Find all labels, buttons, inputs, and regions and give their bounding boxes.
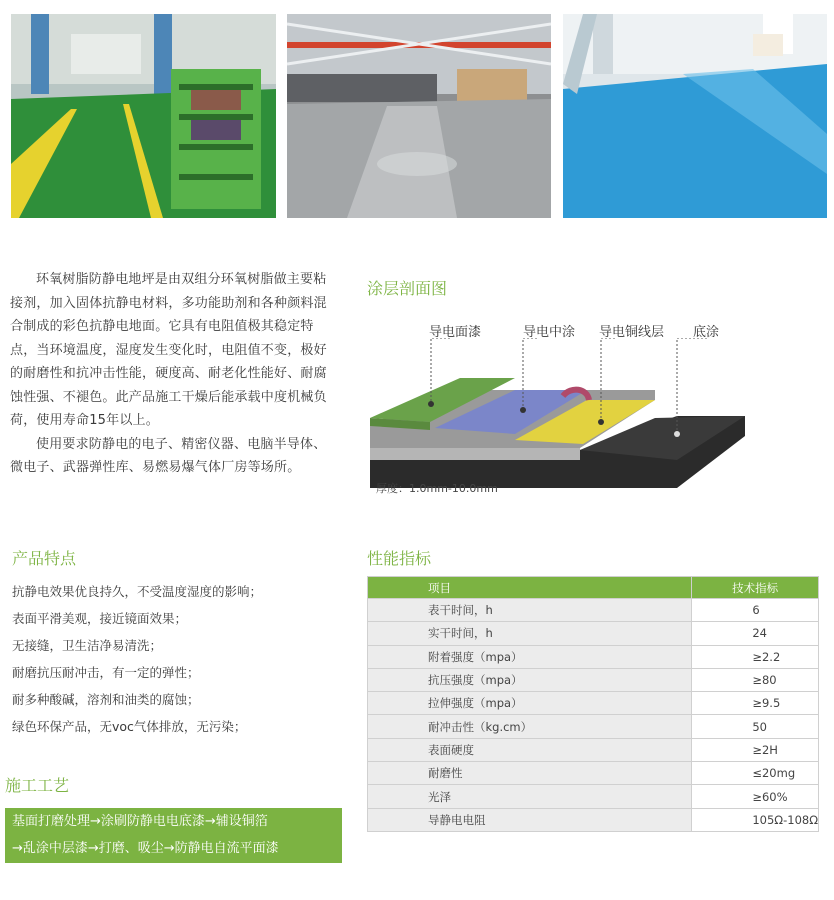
- spec-value: ≥2.2: [692, 645, 819, 668]
- table-row: [368, 738, 819, 761]
- table-row: [368, 645, 819, 668]
- table-row: [368, 599, 819, 622]
- spec-value: 105Ω-108Ω: [692, 808, 819, 831]
- table-row: [368, 762, 819, 785]
- table-row: [368, 668, 819, 691]
- spec-item: 导静电电阻: [368, 808, 692, 831]
- spec-value: ≥2H: [692, 738, 819, 761]
- process-line-2: →乱涂中层漆→打磨、吸尘→防静电自流平面漆: [12, 841, 279, 856]
- features-list: [12, 580, 262, 742]
- list-item: 耐磨抗压耐冲击，有一定的弹性；: [12, 665, 200, 680]
- list-item: 表面平滑美观，接近镜面效果；: [12, 611, 188, 626]
- column-header-value: 技术指标: [692, 577, 819, 599]
- spec-value: ≥60%: [692, 785, 819, 808]
- features-section-title: 产品特点: [12, 549, 77, 568]
- coating-cross-section-diagram: [365, 316, 755, 506]
- thickness-note: 厚度：1.0mm-10.0mm: [376, 482, 498, 495]
- spec-item: 表面硬度: [368, 738, 692, 761]
- spec-item: 光泽: [368, 785, 692, 808]
- spec-value: 6: [692, 599, 819, 622]
- coating-section-title: 涂层剖面图: [367, 279, 448, 298]
- spec-value: ≤20mg: [692, 762, 819, 785]
- layer-label-primer: 底涂: [693, 325, 720, 340]
- process-line-1: 基面打磨处理→涂刷防静电电底漆→辅设铜箔: [12, 814, 268, 829]
- spec-item: 附着强度（mpa）: [368, 645, 692, 668]
- specs-section-title: 性能指标: [367, 549, 432, 568]
- intro-text: [10, 268, 330, 480]
- process-section-title: 施工工艺: [5, 776, 70, 795]
- photo-green-epoxy-floor: [11, 14, 276, 218]
- spec-item: 拉伸强度（mpa）: [368, 692, 692, 715]
- table-row: [368, 785, 819, 808]
- photo-grey-factory-floor: [287, 14, 551, 218]
- column-header-item: 项目: [368, 577, 692, 599]
- spec-value: ≥9.5: [692, 692, 819, 715]
- spec-value: 24: [692, 622, 819, 645]
- spec-item: 耐冲击性（kg.cm）: [368, 715, 692, 738]
- process-steps-box: [5, 808, 342, 863]
- table-header-row: [368, 577, 819, 599]
- intro-paragraph-2: 使用要求防静电的电子、精密仪器、电脑半导体、微电子、武器弹性库、易燃易爆气体厂房等场所。: [10, 436, 327, 475]
- specs-table: [367, 576, 819, 832]
- table-row: [368, 808, 819, 831]
- table-row: [368, 715, 819, 738]
- spec-value: 50: [692, 715, 819, 738]
- table-row: [368, 692, 819, 715]
- list-item: 抗静电效果优良持久，不受温度湿度的影响；: [12, 584, 263, 599]
- photo-blue-epoxy-floor: [563, 14, 827, 218]
- spec-item: 实干时间，h: [368, 622, 692, 645]
- list-item: 无接缝，卫生洁净易清洗；: [12, 638, 163, 653]
- list-item: 绿色环保产品，无voc气体排放，无污染；: [12, 719, 247, 734]
- spec-item: 抗压强度（mpa）: [368, 668, 692, 691]
- spec-value: ≥80: [692, 668, 819, 691]
- table-row: [368, 622, 819, 645]
- spec-item: 表干时间，h: [368, 599, 692, 622]
- list-item: 耐多种酸碱，溶剂和油类的腐蚀；: [12, 692, 200, 707]
- layer-label-copper: 导电铜线层: [599, 325, 665, 340]
- layer-label-midcoat: 导电中涂: [523, 325, 576, 340]
- layer-label-topcoat: 导电面漆: [429, 325, 482, 340]
- intro-paragraph-1: 环氧树脂防静电地坪是由双组分环氧树脂做主要粘接剂，加入固体抗静电材料，多功能助剂和各种颜料混合制成的彩色抗静电地面。它具有电阻值极其稳定特点，当环境温度，湿度发生变化时，电阻值不变，极好的耐磨性和抗冲击性能，硬度高、耐老化性能好、耐腐蚀性强、不褪色。此产品施工干燥后能承载中度机械负荷，使用寿命15年以上。: [10, 272, 327, 428]
- spec-item: 耐磨性: [368, 762, 692, 785]
